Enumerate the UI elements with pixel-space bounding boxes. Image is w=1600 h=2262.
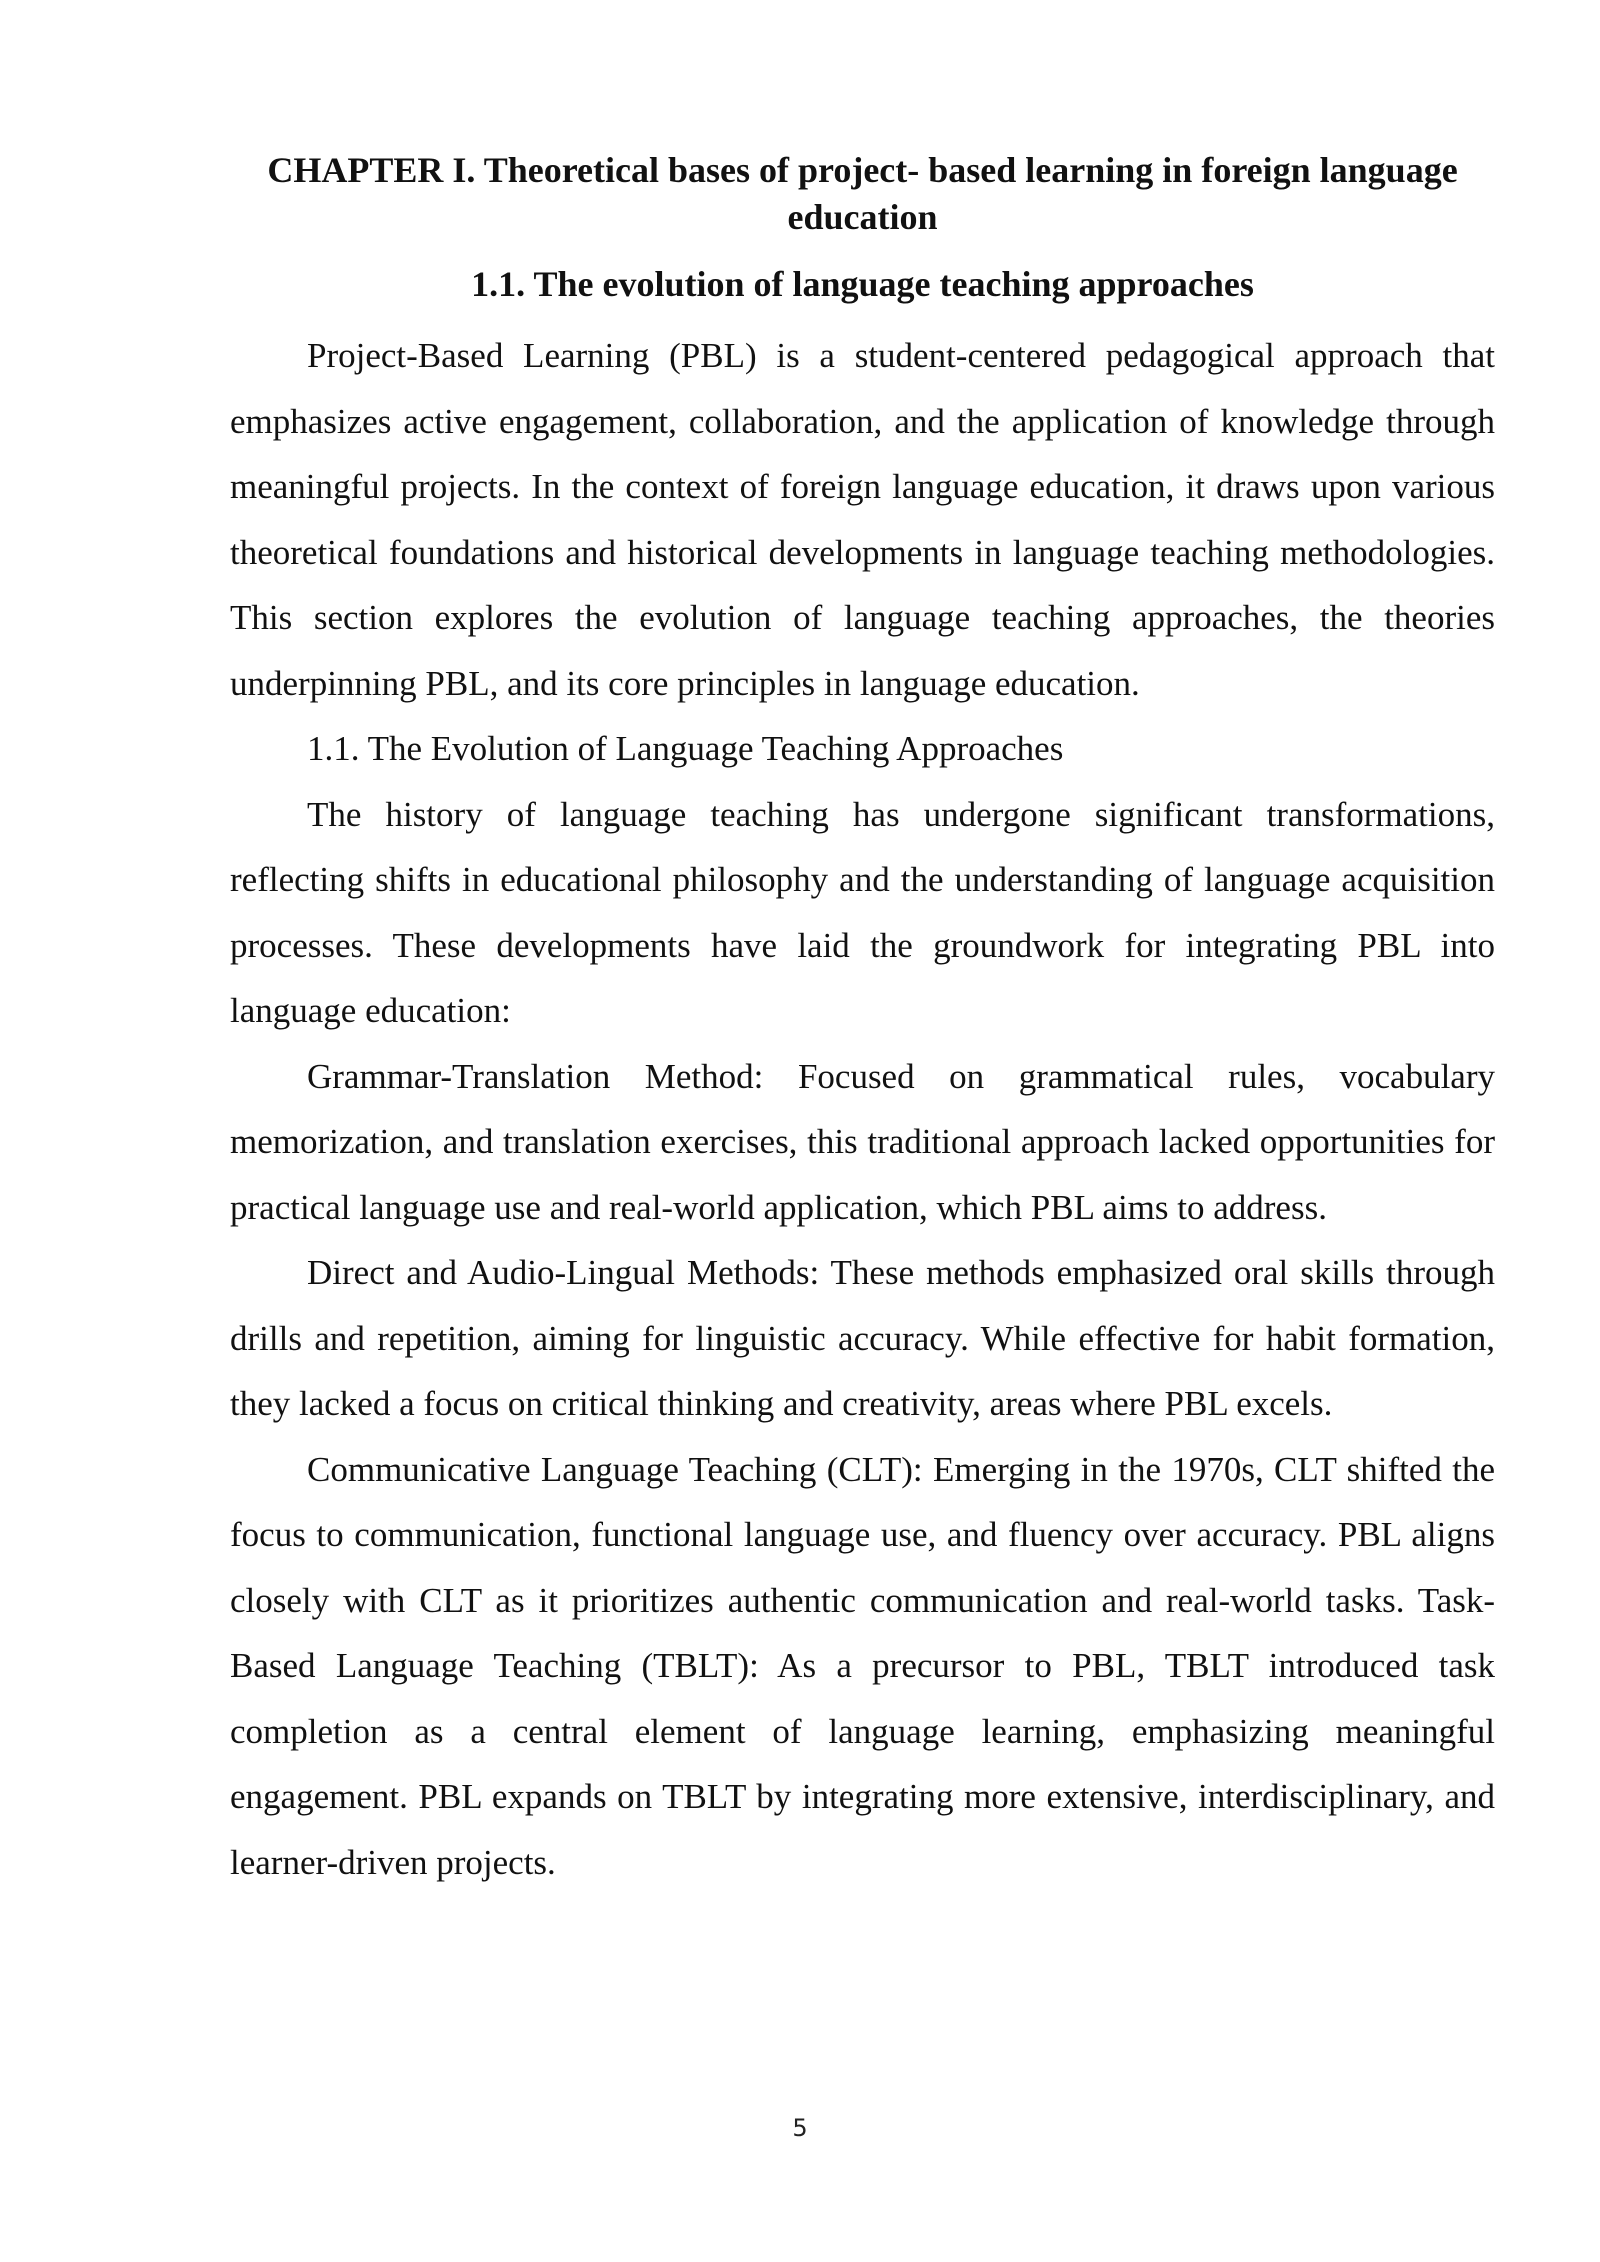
paragraph-grammar-translation: Grammar-Translation Method: Focused on grammatical rules, vocabulary memorization, and translation exercises, this traditional approach lacked opportunities for practical language use and real-world application, which PBL aims to address.	[230, 1056, 1495, 1227]
body-text	[230, 323, 1495, 1895]
page-content	[230, 147, 1495, 1895]
paragraph-direct-audio-lingual: Direct and Audio-Lingual Methods: These methods emphasized oral skills through drills and repetition, aiming for linguistic accuracy. While effective for habit formation, they lacked a focus on critical thinking and creativity, areas where PBL excels.	[230, 1253, 1495, 1423]
paragraph-subheading: 1.1. The Evolution of Language Teaching Approaches	[307, 729, 1064, 768]
paragraph-history: The history of language teaching has undergone significant transformations, reflecting shifts in educational philosophy and the understanding of language acquisition processes. These developments have laid the groundwork for integrating PBL into language education:	[230, 794, 1495, 1030]
chapter-title: CHAPTER I. Theoretical bases of project- based learning in foreign language education	[267, 150, 1458, 237]
section-title: 1.1. The evolution of language teaching approaches	[471, 264, 1254, 304]
page-number: 5	[792, 2114, 808, 2142]
paragraph-clt-tblt: Communicative Language Teaching (CLT): Emerging in the 1970s, CLT shifted the focus to communication, functional language use, and fluency over accuracy. PBL aligns closely with CLT as it prioritizes authentic communication and real-world tasks. Task-Based Language Teaching (TBLT): As a precursor to PBL, TBLT introduced task completion as a central element of language learning, emphasizing meaningful engagement. PBL expands on TBLT by integrating more extensive, interdisciplinary, and learner-driven projects.	[230, 1449, 1495, 1882]
paragraph-intro: Project-Based Learning (PBL) is a student-centered pedagogical approach that emphasizes active engagement, collaboration, and the application of knowledge through meaningful projects. In the context of foreign language education, it draws upon various theoretical foundations and historical developments in language teaching methodologies. This section explores the evolution of language teaching approaches, the theories underpinning PBL, and its core principles in language education.	[230, 336, 1495, 703]
